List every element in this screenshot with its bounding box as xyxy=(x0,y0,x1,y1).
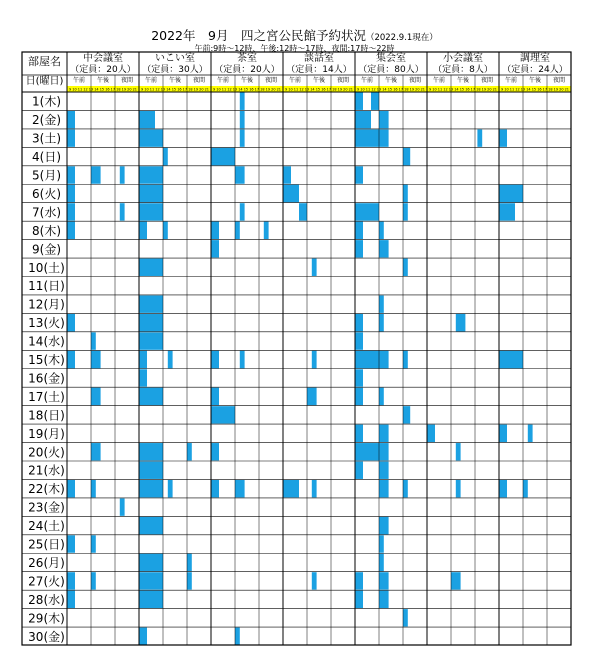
booked-slot xyxy=(67,572,75,589)
booked-slot xyxy=(139,351,147,368)
session-label: 夜間 xyxy=(336,77,350,84)
day-label: 13(火) xyxy=(28,316,65,331)
booked-slot xyxy=(91,388,101,405)
day-label: 8(木) xyxy=(32,223,61,238)
booked-slot xyxy=(477,129,482,146)
session-label: 夜間 xyxy=(120,77,134,84)
day-label: 28(水) xyxy=(28,592,65,607)
day-label: 12(月) xyxy=(28,297,65,312)
booked-slot xyxy=(312,351,317,368)
booked-slot xyxy=(264,222,269,239)
day-label: 10(土) xyxy=(28,260,65,275)
booked-slot xyxy=(235,628,240,645)
booked-slot xyxy=(403,351,408,368)
day-label: 5(月) xyxy=(32,168,61,183)
day-label: 7(水) xyxy=(32,205,61,220)
booked-slot xyxy=(139,554,163,571)
booked-slot xyxy=(528,425,533,442)
booked-slot xyxy=(355,572,363,589)
booked-slot xyxy=(379,240,389,257)
room-capacity: （定員：14人） xyxy=(286,65,352,75)
booked-slot xyxy=(499,203,515,220)
booked-slot xyxy=(312,259,317,276)
booked-slot xyxy=(355,111,371,128)
booked-slot xyxy=(139,572,163,589)
booked-slot xyxy=(379,554,384,571)
booked-slot xyxy=(139,129,163,146)
day-label: 25(日) xyxy=(28,537,65,552)
day-label: 22(木) xyxy=(28,482,65,497)
booked-slot xyxy=(355,443,389,460)
booked-slot xyxy=(91,332,96,349)
booked-slot xyxy=(139,111,155,128)
session-label: 午前 xyxy=(504,77,518,84)
booked-slot xyxy=(187,443,192,460)
booked-slot xyxy=(355,240,363,257)
day-label: 30(金) xyxy=(28,629,65,644)
booked-slot xyxy=(139,314,163,331)
room-name: 中会議室 xyxy=(83,53,123,64)
booked-slot xyxy=(91,535,96,552)
booked-slot xyxy=(139,259,163,276)
booked-slot xyxy=(499,351,523,368)
booked-slot xyxy=(187,554,192,571)
booked-slot xyxy=(403,185,408,202)
booked-slot xyxy=(235,480,245,497)
day-label: 2(金) xyxy=(32,113,61,128)
booked-slot xyxy=(523,480,528,497)
booked-slot xyxy=(139,480,163,497)
day-label: 11(日) xyxy=(28,279,65,294)
booked-slot xyxy=(403,259,408,276)
booked-slot xyxy=(283,185,299,202)
booked-slot xyxy=(139,462,163,479)
booked-slot xyxy=(403,609,408,626)
booked-slot xyxy=(120,166,125,183)
room-capacity: （定員：24人） xyxy=(502,65,568,75)
booked-slot xyxy=(355,388,363,405)
booked-slot xyxy=(139,443,163,460)
room-name: 談話室 xyxy=(304,53,334,64)
booked-slot xyxy=(211,148,235,165)
hour-ticks: 9 10 11 12 13 14 15 16 17 18 19 20 21 xyxy=(501,87,569,92)
booked-slot xyxy=(283,480,299,497)
booked-slot xyxy=(67,166,75,183)
booked-slot xyxy=(139,517,163,534)
table-frame xyxy=(22,52,571,645)
booked-slot xyxy=(312,572,317,589)
session-label: 午後 xyxy=(528,77,542,84)
booked-slot xyxy=(355,425,363,442)
title-text: 2022年 9月 四之宮公民館予約状況 xyxy=(151,28,366,43)
day-label: 6(火) xyxy=(32,186,61,201)
day-column-label: 日(曜日) xyxy=(25,76,64,87)
day-label: 24(土) xyxy=(28,519,65,534)
booked-slot xyxy=(499,129,507,146)
as-of-date: （2022.9.1現在） xyxy=(365,33,438,43)
hour-ticks: 9 10 11 12 13 14 15 16 17 18 19 20 21 xyxy=(357,87,425,92)
session-label: 夜間 xyxy=(552,77,566,84)
booked-slot xyxy=(163,148,168,165)
booked-slot xyxy=(355,222,363,239)
booked-slot xyxy=(355,93,363,110)
booked-slot xyxy=(379,388,384,405)
booked-slot xyxy=(139,332,163,349)
booked-slot xyxy=(355,166,363,183)
booked-slot xyxy=(379,517,389,534)
session-label: 午前 xyxy=(144,77,158,84)
booked-slot xyxy=(451,572,461,589)
session-label: 夜間 xyxy=(264,77,278,84)
booked-slot xyxy=(379,572,389,589)
session-label: 午後 xyxy=(168,77,182,84)
booked-slot xyxy=(168,351,173,368)
day-label: 23(金) xyxy=(28,500,65,515)
booked-slot xyxy=(499,185,523,202)
booked-slot xyxy=(211,406,235,423)
room-name: 茶室 xyxy=(237,53,257,64)
booked-slot xyxy=(67,351,75,368)
booked-slot xyxy=(67,480,75,497)
booked-slot xyxy=(168,480,173,497)
room-capacity: （定員：20人） xyxy=(214,65,280,75)
booked-slot xyxy=(139,369,147,386)
booked-slot xyxy=(67,222,75,239)
booked-slot xyxy=(139,203,163,220)
booked-slot xyxy=(139,295,163,312)
room-column-label: 部屋名 xyxy=(28,55,61,68)
booked-slot xyxy=(240,129,245,146)
day-label: 17(土) xyxy=(28,389,65,404)
room-capacity: （定員：80人） xyxy=(358,65,424,75)
booked-slot xyxy=(307,388,317,405)
day-label: 3(土) xyxy=(32,131,61,146)
session-label: 夜間 xyxy=(192,77,206,84)
room-name: いこい室 xyxy=(155,53,195,64)
booked-slot xyxy=(403,203,408,220)
booked-slot xyxy=(139,591,163,608)
booked-slot xyxy=(120,498,125,515)
booked-slot xyxy=(456,443,461,460)
day-label: 9(金) xyxy=(32,242,61,257)
room-capacity: （定員：30人） xyxy=(142,65,208,75)
session-label: 午前 xyxy=(72,77,86,84)
booked-slot xyxy=(139,185,163,202)
booked-slot xyxy=(355,591,363,608)
booked-slot xyxy=(355,351,389,368)
booked-slot xyxy=(211,222,219,239)
booked-slot xyxy=(355,314,363,331)
booked-slot xyxy=(379,535,384,552)
booked-slot xyxy=(499,425,507,442)
booked-slot xyxy=(67,314,75,331)
booked-slot xyxy=(67,185,75,202)
hour-ticks: 9 10 11 12 13 14 15 16 17 18 19 20 21 xyxy=(429,87,497,92)
booked-slot xyxy=(211,240,219,257)
day-label: 18(日) xyxy=(28,408,65,423)
booked-slot xyxy=(240,351,245,368)
booked-slot xyxy=(379,462,389,479)
booked-slot xyxy=(379,295,384,312)
session-label: 午前 xyxy=(288,77,302,84)
day-label: 4(日) xyxy=(32,150,61,165)
day-label: 19(月) xyxy=(28,426,65,441)
hour-ticks: 9 10 11 12 13 14 15 16 17 18 19 20 21 xyxy=(69,87,137,92)
booked-slot xyxy=(67,591,75,608)
booked-slot xyxy=(163,222,168,239)
booked-slot xyxy=(211,351,219,368)
booked-slot xyxy=(139,388,163,405)
session-label: 午前 xyxy=(432,77,446,84)
booked-slot xyxy=(120,203,125,220)
hours-note: 午前:9時～12時、午後:12時～17時、夜間:17時～22時 xyxy=(194,44,395,53)
booked-slot xyxy=(456,480,461,497)
session-label: 午後 xyxy=(240,77,254,84)
day-label: 29(木) xyxy=(28,611,65,626)
booked-slot xyxy=(187,572,192,589)
room-name: 小会議室 xyxy=(443,53,483,64)
hour-ticks: 9 10 11 12 13 14 15 16 17 18 19 20 21 xyxy=(141,87,209,92)
booked-slot xyxy=(67,111,75,128)
day-label: 16(金) xyxy=(28,371,65,386)
day-label: 21(水) xyxy=(28,463,65,478)
booked-slot xyxy=(91,443,101,460)
booked-slot xyxy=(67,535,75,552)
session-label: 午後 xyxy=(96,77,110,84)
booked-slot xyxy=(240,111,245,128)
hour-ticks: 9 10 11 12 13 14 15 16 17 18 19 20 21 xyxy=(285,87,353,92)
booked-slot xyxy=(91,572,96,589)
session-label: 午後 xyxy=(384,77,398,84)
session-label: 午後 xyxy=(312,77,326,84)
booked-slot xyxy=(211,443,219,460)
booked-slot xyxy=(355,332,363,349)
booked-slot xyxy=(456,314,466,331)
booked-slot xyxy=(379,314,384,331)
booked-slot xyxy=(427,425,435,442)
room-capacity: （定員：8人） xyxy=(433,65,493,75)
booked-slot xyxy=(379,480,389,497)
day-label: 26(月) xyxy=(28,555,65,570)
booked-slot xyxy=(211,388,219,405)
booked-slot xyxy=(211,480,219,497)
booked-slot xyxy=(403,148,410,165)
booked-slot xyxy=(139,166,163,183)
booked-slot xyxy=(283,166,291,183)
booked-slot xyxy=(355,369,363,386)
day-label: 14(水) xyxy=(28,334,65,349)
booked-slot xyxy=(235,222,240,239)
booked-slot xyxy=(371,93,379,110)
hour-ticks: 9 10 11 12 13 14 15 16 17 18 19 20 21 xyxy=(213,87,281,92)
day-label: 27(火) xyxy=(28,574,65,589)
booked-slot xyxy=(499,480,507,497)
booked-slot xyxy=(355,462,363,479)
booked-slot xyxy=(403,480,408,497)
session-label: 夜間 xyxy=(480,77,494,84)
room-name: 調理室 xyxy=(520,53,550,64)
session-label: 午前 xyxy=(360,77,374,84)
room-capacity: （定員：20人） xyxy=(70,65,136,75)
booked-slot xyxy=(355,203,379,220)
booked-slot xyxy=(139,628,147,645)
booked-slot xyxy=(403,406,410,423)
room-name: 集会室 xyxy=(376,53,406,64)
booked-slot xyxy=(67,203,75,220)
session-label: 午後 xyxy=(456,77,470,84)
booked-slot xyxy=(379,222,384,239)
booked-slot xyxy=(235,166,245,183)
session-label: 午前 xyxy=(216,77,230,84)
day-label: 20(火) xyxy=(28,445,65,460)
booked-slot xyxy=(91,480,96,497)
booked-slot xyxy=(91,166,101,183)
booked-slot xyxy=(355,129,389,146)
session-label: 夜間 xyxy=(408,77,422,84)
booked-slot xyxy=(139,222,147,239)
booked-slot xyxy=(240,203,245,220)
booked-slot xyxy=(240,93,245,110)
booked-slot xyxy=(67,129,75,146)
booked-slot xyxy=(379,111,389,128)
booked-slot xyxy=(299,203,307,220)
day-label: 1(木) xyxy=(32,94,61,109)
booked-slot xyxy=(379,425,389,442)
booked-slot xyxy=(312,480,317,497)
day-label: 15(木) xyxy=(28,353,65,368)
booked-slot xyxy=(91,351,101,368)
booked-slot xyxy=(379,591,389,608)
